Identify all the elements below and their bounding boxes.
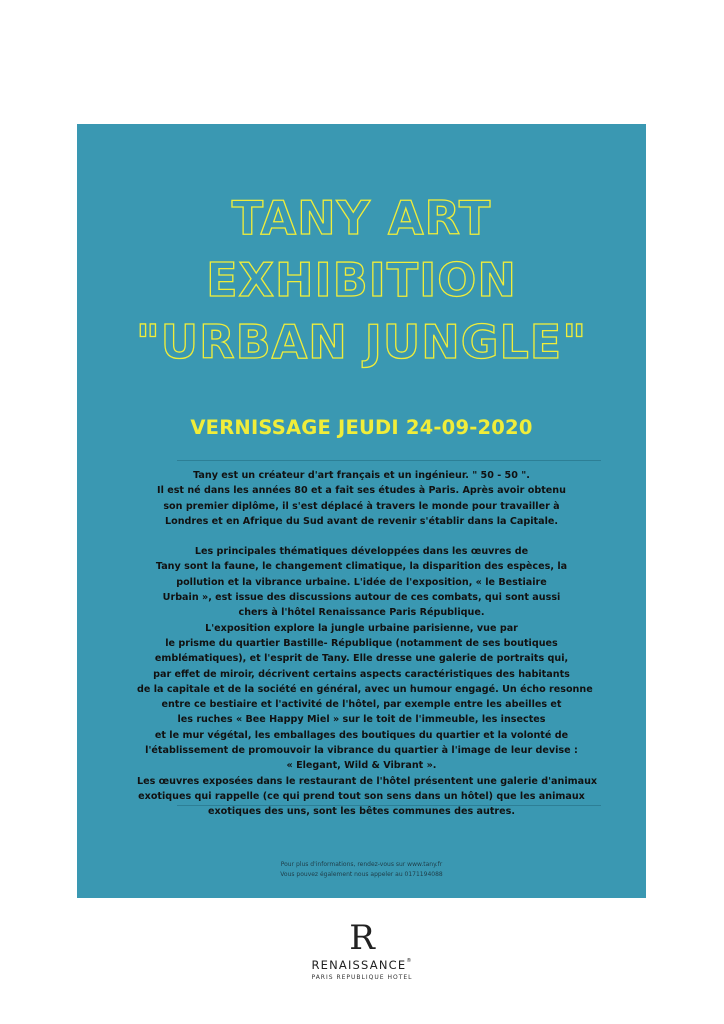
body-line: les ruches « Bee Happy Miel » sur le toit de l'immeuble, les insectes xyxy=(177,714,546,726)
body-line: « Elegant, Wild & Vibrant ». xyxy=(286,760,437,772)
logo-name xyxy=(0,958,724,972)
vernissage-date: VERNISSAGE JEUDI 24-09-2020 xyxy=(190,416,533,439)
body-line: et le mur végétal, les emballages des boutiques du quartier et la volonté de xyxy=(154,729,569,741)
body-line: le prisme du quartier Bastille- République (notamment de ses boutiques xyxy=(165,637,558,649)
logo-subtitle: PARIS REPUBLIQUE HOTEL xyxy=(311,974,413,981)
body-line: exotiques des uns, sont les bêtes communes des autres. xyxy=(207,806,515,818)
body-line: exotiques qui rappelle (ce qui prend tout son sens dans un hôtel) que les animaux xyxy=(138,790,585,802)
info-website: Pour plus d'informations, rendez-vous sur www.tany.fr xyxy=(280,861,443,868)
body-line: Les œuvres exposées dans le restaurant de l'hôtel présentent une galerie d'animaux xyxy=(137,775,598,787)
title-line-1: TANY ART xyxy=(231,191,492,245)
body-line: pollution et la vibrance urbaine. L'idée de l'exposition, « le Bestiaire xyxy=(176,576,547,588)
body-line: Londres et en Afrique du Sud avant de revenir s'établir dans la Capitale. xyxy=(164,515,559,527)
body-line: Les principales thématiques développées dans les œuvres de xyxy=(194,546,529,558)
renaissance-logo xyxy=(0,920,724,981)
body-line: Tany sont la faune, le changement climatique, la disparition des espèces, la xyxy=(155,561,568,573)
body-line: emblématiques), et l'esprit de Tany. Elle dresse une galerie de portraits qui, xyxy=(154,653,569,665)
divider-bottom xyxy=(177,805,601,806)
body-line: Il est né dans les années 80 et a fait ses études à Paris. Après avoir obtenu xyxy=(157,485,566,497)
body-line: de la capitale et de la société en général, avec un humour engagé. Un écho resonne xyxy=(137,683,593,695)
info-phone: Vous pouvez également nous appeler au 0171194088 xyxy=(280,871,443,878)
poster xyxy=(77,124,646,898)
paragraph-gap xyxy=(137,529,586,544)
title-line-3: "URBAN JUNGLE" xyxy=(135,315,588,369)
body-line: entre ce bestiaire et l'activité de l'hôtel, par exemple entre les abeilles et xyxy=(161,699,562,711)
body-line: L'exposition explore la jungle urbaine parisienne, vue par xyxy=(205,622,518,634)
body-line: par effet de miroir, décrivent certains aspects caractéristiques des habitants xyxy=(153,668,570,680)
logo-mark: R xyxy=(349,918,375,958)
logo-name-text: RENAISSANCE xyxy=(311,958,407,972)
body-line: Tany est un créateur d'art français et un ingénieur. " 50 - 50 ". xyxy=(193,470,530,481)
body-line: chers à l'hôtel Renaissance Paris République. xyxy=(238,607,485,619)
title-line-2: EXHIBITION xyxy=(206,253,517,307)
divider-top xyxy=(177,460,601,461)
registered-mark: ® xyxy=(406,958,413,964)
body-line: son premier diplôme, il s'est déplacé à travers le monde pour travailler à xyxy=(163,500,560,512)
contact-info xyxy=(77,860,646,880)
body-line: l'établissement de promouvoir la vibrance du quartier à l'image de leur devise : xyxy=(145,745,578,757)
description-text xyxy=(137,468,598,820)
body-line: Urbain », est issue des discussions autour de ces combats, qui sont aussi xyxy=(162,592,561,604)
